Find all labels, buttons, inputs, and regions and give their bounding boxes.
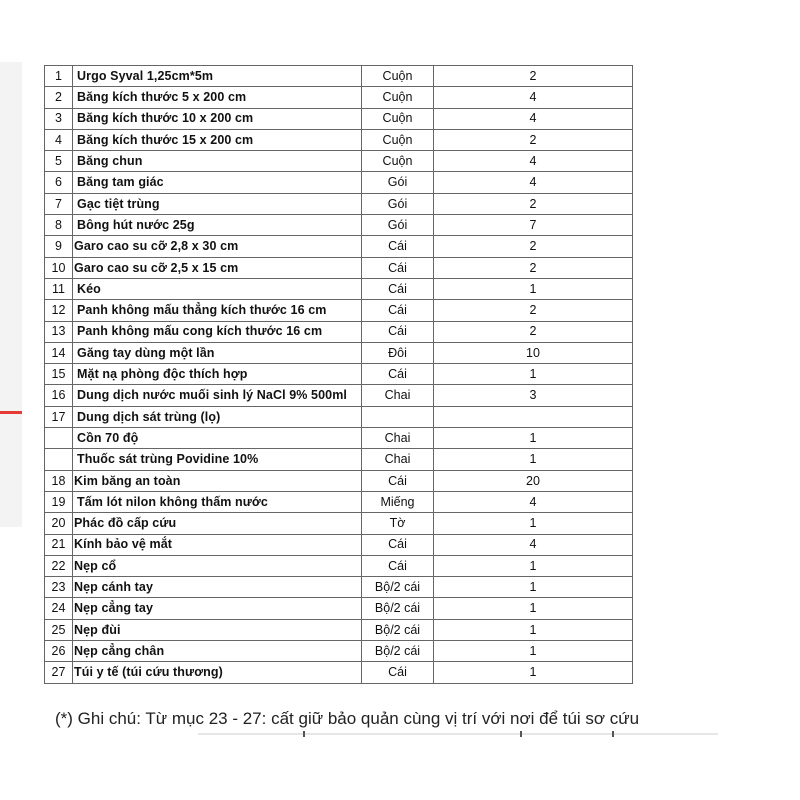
table-row xyxy=(45,534,633,555)
item-name-cell: Găng tay dùng một lần xyxy=(73,342,362,363)
quantity-cell: 1 xyxy=(434,598,633,619)
table-row xyxy=(45,257,633,278)
quantity-cell: 1 xyxy=(434,619,633,640)
item-name-cell: Dung dịch nước muối sinh lý NaCl 9% 500ml xyxy=(73,385,362,406)
row-number-cell: 10 xyxy=(45,257,73,278)
table-row xyxy=(45,215,633,236)
item-name-cell: Nẹp đùi xyxy=(73,619,362,640)
quantity-cell xyxy=(434,406,633,427)
unit-cell: Bộ/2 cái xyxy=(362,641,434,662)
item-name-cell: Băng kích thước 15 x 200 cm xyxy=(73,129,362,150)
quantity-cell: 4 xyxy=(434,534,633,555)
row-number-cell xyxy=(45,449,73,470)
first-aid-supplies-table xyxy=(44,65,633,684)
table-row xyxy=(45,342,633,363)
unit-cell: Gói xyxy=(362,172,434,193)
row-number-cell: 18 xyxy=(45,470,73,491)
table-row xyxy=(45,236,633,257)
row-number-cell: 21 xyxy=(45,534,73,555)
table-body xyxy=(45,66,633,684)
item-name-cell: Kim băng an toàn xyxy=(73,470,362,491)
quantity-cell: 4 xyxy=(434,87,633,108)
item-name-cell: Túi y tế (túi cứu thương) xyxy=(73,662,362,683)
row-number-cell: 9 xyxy=(45,236,73,257)
unit-cell: Cái xyxy=(362,534,434,555)
unit-cell: Cuộn xyxy=(362,129,434,150)
quantity-cell: 4 xyxy=(434,151,633,172)
table-row xyxy=(45,321,633,342)
item-name-cell: Bông hút nước 25g xyxy=(73,215,362,236)
unit-cell: Cái xyxy=(362,662,434,683)
row-number-cell: 16 xyxy=(45,385,73,406)
unit-cell: Chai xyxy=(362,385,434,406)
unit-cell: Đôi xyxy=(362,342,434,363)
unit-cell: Gói xyxy=(362,193,434,214)
row-number-cell: 13 xyxy=(45,321,73,342)
unit-cell: Cái xyxy=(362,321,434,342)
table-row xyxy=(45,428,633,449)
item-name-cell: Băng chun xyxy=(73,151,362,172)
table-row xyxy=(45,87,633,108)
table-row xyxy=(45,577,633,598)
row-number-cell: 3 xyxy=(45,108,73,129)
bottom-tick-mark xyxy=(303,731,305,737)
unit-cell: Chai xyxy=(362,428,434,449)
table-row xyxy=(45,385,633,406)
quantity-cell: 1 xyxy=(434,577,633,598)
item-name-cell: Thuốc sát trùng Povidine 10% xyxy=(73,449,362,470)
table-row xyxy=(45,641,633,662)
unit-cell: Chai xyxy=(362,449,434,470)
table-row xyxy=(45,172,633,193)
item-name-cell: Cồn 70 độ xyxy=(73,428,362,449)
table-row xyxy=(45,449,633,470)
table-row xyxy=(45,662,633,683)
table-row xyxy=(45,193,633,214)
unit-cell: Cuộn xyxy=(362,66,434,87)
unit-cell: Miếng xyxy=(362,491,434,512)
item-name-cell: Gạc tiệt trùng xyxy=(73,193,362,214)
unit-cell: Cái xyxy=(362,300,434,321)
item-name-cell: Băng kích thước 5 x 200 cm xyxy=(73,87,362,108)
quantity-cell: 1 xyxy=(434,428,633,449)
quantity-cell: 1 xyxy=(434,364,633,385)
table-row xyxy=(45,598,633,619)
left-margin-panel xyxy=(0,62,22,527)
footnote: (*) Ghi chú: Từ mục 23 - 27: cất giữ bảo quản cùng vị trí với nơi để túi sơ cứu xyxy=(55,709,640,728)
quantity-cell: 4 xyxy=(434,172,633,193)
row-number-cell: 4 xyxy=(45,129,73,150)
quantity-cell: 2 xyxy=(434,236,633,257)
unit-cell: Gói xyxy=(362,215,434,236)
row-number-cell: 26 xyxy=(45,641,73,662)
row-number-cell: 6 xyxy=(45,172,73,193)
item-name-cell: Kéo xyxy=(73,278,362,299)
row-number-cell: 27 xyxy=(45,662,73,683)
quantity-cell: 20 xyxy=(434,470,633,491)
quantity-cell: 1 xyxy=(434,278,633,299)
table-row xyxy=(45,278,633,299)
row-number-cell: 11 xyxy=(45,278,73,299)
unit-cell: Cái xyxy=(362,257,434,278)
table-row xyxy=(45,364,633,385)
row-number-cell: 2 xyxy=(45,87,73,108)
unit-cell: Cái xyxy=(362,364,434,385)
table-row xyxy=(45,300,633,321)
quantity-cell: 2 xyxy=(434,129,633,150)
table-row xyxy=(45,555,633,576)
item-name-cell: Nẹp cẳng tay xyxy=(73,598,362,619)
quantity-cell: 2 xyxy=(434,193,633,214)
quantity-cell: 10 xyxy=(434,342,633,363)
unit-cell: Bộ/2 cái xyxy=(362,619,434,640)
quantity-cell: 7 xyxy=(434,215,633,236)
quantity-cell: 4 xyxy=(434,491,633,512)
row-number-cell: 22 xyxy=(45,555,73,576)
unit-cell: Bộ/2 cái xyxy=(362,598,434,619)
item-name-cell: Kính bảo vệ mắt xyxy=(73,534,362,555)
unit-cell xyxy=(362,406,434,427)
quantity-cell: 1 xyxy=(434,555,633,576)
table-row xyxy=(45,151,633,172)
quantity-cell: 4 xyxy=(434,108,633,129)
bottom-tick-mark xyxy=(612,731,614,737)
table-row xyxy=(45,619,633,640)
row-number-cell: 20 xyxy=(45,513,73,534)
row-number-cell: 17 xyxy=(45,406,73,427)
unit-cell: Cuộn xyxy=(362,151,434,172)
row-number-cell: 7 xyxy=(45,193,73,214)
row-number-cell: 19 xyxy=(45,491,73,512)
unit-cell: Cái xyxy=(362,236,434,257)
unit-cell: Cuộn xyxy=(362,87,434,108)
row-number-cell: 25 xyxy=(45,619,73,640)
row-number-cell: 1 xyxy=(45,66,73,87)
item-name-cell: Mặt nạ phòng độc thích hợp xyxy=(73,364,362,385)
item-name-cell: Nẹp cánh tay xyxy=(73,577,362,598)
table-row xyxy=(45,108,633,129)
item-name-cell: Garo cao su cỡ 2,8 x 30 cm xyxy=(73,236,362,257)
row-number-cell: 24 xyxy=(45,598,73,619)
unit-cell: Tờ xyxy=(362,513,434,534)
unit-cell: Cái xyxy=(362,555,434,576)
item-name-cell: Dung dịch sát trùng (lọ) xyxy=(73,406,362,427)
row-number-cell: 8 xyxy=(45,215,73,236)
row-number-cell xyxy=(45,428,73,449)
quantity-cell: 2 xyxy=(434,257,633,278)
table-row xyxy=(45,491,633,512)
quantity-cell: 2 xyxy=(434,66,633,87)
unit-cell: Cái xyxy=(362,470,434,491)
item-name-cell: Panh không mấu cong kích thước 16 cm xyxy=(73,321,362,342)
table-row xyxy=(45,470,633,491)
table-row xyxy=(45,513,633,534)
row-number-cell: 12 xyxy=(45,300,73,321)
row-number-cell: 15 xyxy=(45,364,73,385)
item-name-cell: Băng kích thước 10 x 200 cm xyxy=(73,108,362,129)
row-number-cell: 23 xyxy=(45,577,73,598)
item-name-cell: Garo cao su cỡ 2,5 x 15 cm xyxy=(73,257,362,278)
item-name-cell: Nẹp cẳng chân xyxy=(73,641,362,662)
table-row xyxy=(45,66,633,87)
item-name-cell: Tấm lót nilon không thấm nước xyxy=(73,491,362,512)
row-number-cell: 14 xyxy=(45,342,73,363)
quantity-cell: 1 xyxy=(434,641,633,662)
item-name-cell: Băng tam giác xyxy=(73,172,362,193)
item-name-cell: Urgo Syval 1,25cm*5m xyxy=(73,66,362,87)
quantity-cell: 1 xyxy=(434,662,633,683)
row-number-cell: 5 xyxy=(45,151,73,172)
table-row xyxy=(45,129,633,150)
item-name-cell: Nẹp cổ xyxy=(73,555,362,576)
left-margin-red-mark xyxy=(0,411,22,414)
table-row xyxy=(45,406,633,427)
unit-cell: Bộ/2 cái xyxy=(362,577,434,598)
unit-cell: Cái xyxy=(362,278,434,299)
bottom-edge-strip xyxy=(198,733,718,735)
item-name-cell: Phác đồ cấp cứu xyxy=(73,513,362,534)
item-name-cell: Panh không mấu thẳng kích thước 16 cm xyxy=(73,300,362,321)
bottom-tick-mark xyxy=(520,731,522,737)
quantity-cell: 3 xyxy=(434,385,633,406)
quantity-cell: 1 xyxy=(434,449,633,470)
quantity-cell: 1 xyxy=(434,513,633,534)
quantity-cell: 2 xyxy=(434,321,633,342)
unit-cell: Cuộn xyxy=(362,108,434,129)
quantity-cell: 2 xyxy=(434,300,633,321)
